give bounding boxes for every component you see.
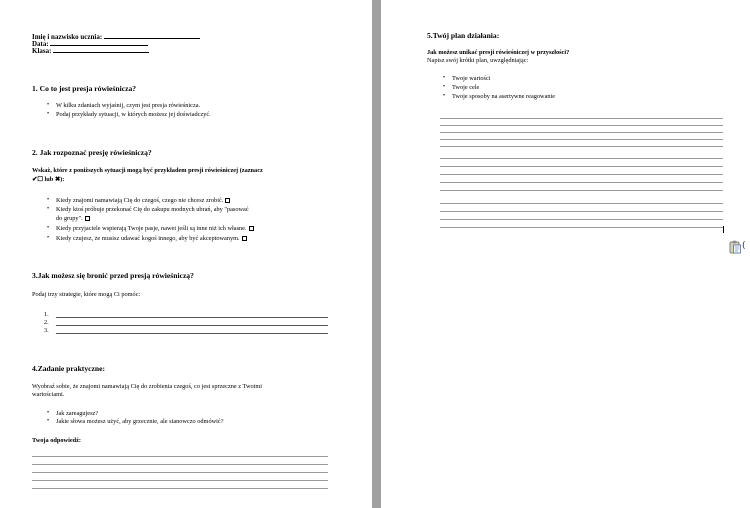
- date-label: Data:: [32, 40, 49, 48]
- section-1-bullet-2: • Podaj przykłady sytuacji, w których możesz jej doświadczyć.: [56, 111, 211, 118]
- plan-line-9[interactable]: [440, 182, 723, 183]
- strategy-number-3: 3.: [44, 327, 49, 334]
- section-1-title: 1. Co to jest presja rówieśnicza?: [32, 84, 137, 93]
- plan-line-13[interactable]: [440, 219, 723, 220]
- section-5-title: 5.Twój plan działania:: [427, 31, 500, 40]
- strategy-number-2: 2.: [44, 319, 49, 326]
- section-3-instruction: Podaj trzy strategie, które mogą Ci pomóc:: [32, 291, 141, 298]
- plan-line-6[interactable]: [440, 158, 723, 159]
- section-5-question: Jak możesz unikać presji rówieśniczej w przyszłości?: [427, 49, 570, 56]
- strategy-line-2[interactable]: [56, 325, 328, 326]
- answer-line-2[interactable]: [32, 464, 328, 465]
- plan-line-14[interactable]: [440, 227, 723, 228]
- strategy-line-3[interactable]: [56, 333, 328, 334]
- plan-line-3[interactable]: [440, 132, 723, 133]
- class-label: Klasa:: [32, 47, 52, 55]
- section-4-bullet-2: • Jakie słowa możesz użyć, aby grzecznie, ale stanowczo odmówić?: [56, 418, 224, 425]
- section-1-bullet-1: • W kilku zdaniach wyjaśnij, czym jest presja rówieśnicza.: [56, 102, 200, 109]
- student-name-line[interactable]: [104, 33, 200, 39]
- class-row: [32, 47, 149, 55]
- section-2-instruction-line-2: ✔☐ lub ✖):: [32, 176, 65, 183]
- section-4-text-line-2: wartościami.: [32, 391, 65, 398]
- section-2-bullet-3-text: Kiedy przyjaciele wspierają Twoje pasje, nawet jeśli są inne niż ich własne.: [56, 225, 247, 232]
- strategy-number-1: 1.: [44, 311, 49, 318]
- section-2-bullet-3: [56, 225, 254, 232]
- plan-line-8[interactable]: [440, 174, 723, 175]
- class-line[interactable]: [53, 47, 149, 53]
- section-2-bullet-2-cont-text: do grupy".: [56, 215, 83, 222]
- plan-line-10[interactable]: [440, 190, 723, 191]
- section-5-bullet-3: • Twoje sposoby na asertywne reagowanie: [452, 93, 555, 100]
- plan-line-11[interactable]: [440, 203, 723, 204]
- section-2-title: 2. Jak rozpoznać presję rówieśniczą?: [32, 148, 152, 157]
- plan-line-2[interactable]: [440, 125, 723, 126]
- section-4-bullet-1: • Jak zareagujesz?: [56, 410, 98, 417]
- student-name-label: Imię i nazwisko ucznia:: [32, 33, 103, 41]
- plan-line-5[interactable]: [440, 146, 723, 147]
- document-page-2: [381, 0, 750, 508]
- paste-options-icon[interactable]: [729, 240, 741, 254]
- section-2-bullet-2-cont: [56, 215, 90, 222]
- text-cursor: [723, 226, 724, 233]
- plan-line-7[interactable]: [440, 166, 723, 167]
- section-4-text-line-1: Wyobraź sobie, że znajomi namawiają Cię do zrobienia czegoś, co jest sprzeczne z Twoimi: [32, 383, 263, 390]
- checkbox-3[interactable]: [249, 226, 254, 231]
- paste-options-dropdown-icon[interactable]: (: [742, 241, 746, 251]
- answer-label: Twoja odpowiedź:: [32, 437, 82, 444]
- plan-line-12[interactable]: [440, 211, 723, 212]
- answer-line-4[interactable]: [32, 480, 328, 481]
- section-3-title: 3.Jak możesz się bronić przed presją rówieśniczą?: [32, 271, 194, 280]
- answer-line-1[interactable]: [32, 456, 328, 457]
- section-5-bullet-1: • Twoje wartości: [452, 75, 491, 82]
- plan-line-4[interactable]: [440, 139, 723, 140]
- strategy-line-1[interactable]: [56, 317, 328, 318]
- section-5-instruction: Napisz swój krótki plan, uwzględniając:: [427, 57, 529, 64]
- section-2-bullet-2: • Kiedy ktoś próbuje przekonać Cię do zakupu modnych ubrań, aby "pasować: [56, 206, 249, 213]
- checkbox-4[interactable]: [242, 236, 247, 241]
- date-line[interactable]: [50, 40, 148, 46]
- checkbox-2[interactable]: [85, 216, 90, 221]
- section-2-bullet-1-text: Kiedy znajomi namawiają Cię do czegoś, czego nie chcesz zrobić.: [56, 197, 224, 204]
- page-divider: [372, 0, 381, 508]
- checkbox-1[interactable]: [225, 198, 230, 203]
- answer-line-3[interactable]: [32, 472, 328, 473]
- plan-line-1[interactable]: [440, 118, 723, 119]
- section-2-bullet-4-text: Kiedy czujesz, że musisz udawać kogoś innego, aby być akceptowanym.: [56, 235, 240, 242]
- answer-line-5[interactable]: [32, 488, 328, 489]
- document-page-1: [0, 0, 372, 508]
- section-4-title: 4.Zadanie praktyczne:: [32, 364, 105, 373]
- section-2-instruction-line-1: Wskaż, które z poniższych sytuacji mogą być przykładem presji rówieśniczej (zaznacz: [32, 167, 263, 174]
- section-5-bullet-2: • Twoje cele: [452, 84, 479, 91]
- section-2-bullet-4: [56, 235, 247, 242]
- section-2-bullet-1: [56, 197, 230, 204]
